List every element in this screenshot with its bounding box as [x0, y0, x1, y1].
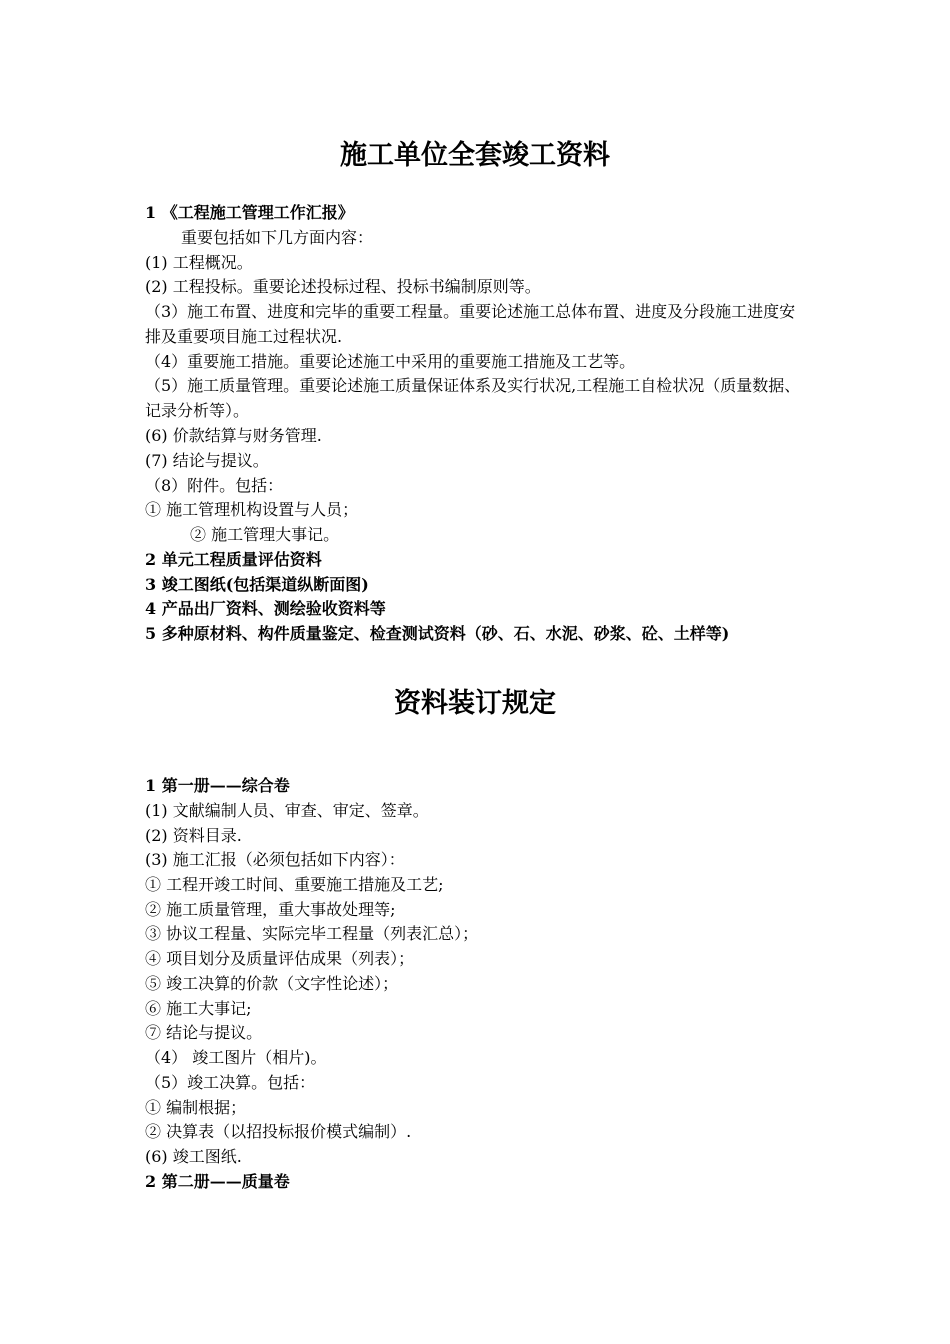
bold-item-factory-materials: 4 产品出厂资料、测绘验收资料等 — [145, 599, 386, 618]
list-item: （5）竣工决算。包括： — [145, 1073, 316, 1092]
list-item: ⑦ 结论与提议。 — [145, 1023, 263, 1042]
list-item: ③ 协议工程量、实际完毕工程量（列表汇总）； — [145, 924, 479, 943]
list-item: ⑥ 施工大事记; — [145, 999, 252, 1018]
list-item: (6) 价款结算与财务管理. — [145, 426, 322, 445]
binding-title: 资料装订规定 — [394, 688, 556, 719]
bold-item-quality-assessment: 2 单元工程质量评估资料 — [145, 550, 322, 569]
list-item: (1) 工程概况。 — [145, 253, 253, 272]
list-item: (3) 施工汇报（必须包括如下内容）： — [145, 850, 405, 869]
list-item: ① 编制根据； — [145, 1098, 247, 1117]
list-item: (7) 结论与提议。 — [145, 451, 269, 470]
list-item: ① 施工管理机构设置与人员； — [145, 500, 359, 519]
list-item: ② 施工质量管理，重大事故处理等; — [145, 900, 396, 919]
list-item: ④ 项目划分及质量评估成果（列表）； — [145, 949, 415, 968]
main-title: 施工单位全套竣工资料 — [340, 140, 610, 171]
list-item: （4）重要施工措施。重要论述施工中采用的重要施工措施及工艺等。 — [145, 352, 636, 371]
section-intro: 重要包括如下几方面内容： — [181, 228, 374, 247]
list-item: （5）施工质量管理。重要论述施工质量保证体系及实行状况,工程施工自检状况（质量数据、记录分析等）。 — [145, 376, 801, 420]
list-item: ② 施工管理大事记。 — [190, 525, 340, 544]
list-item: ① 工程开竣工时间、重要施工措施及工艺; — [145, 875, 444, 894]
list-item: ⑤ 竣工决算的价款（文字性论述）； — [145, 974, 399, 993]
list-item: (6) 竣工图纸. — [145, 1147, 242, 1166]
list-item: （8）附件。包括： — [145, 476, 284, 495]
list-item: （3）施工布置、进度和完毕的重要工程量。重要论述施工总体布置、进度及分段施工进度安排及重要项目施工过程状况. — [145, 302, 796, 346]
list-item: (2) 资料目录. — [145, 826, 242, 845]
bold-item-completion-drawings: 3 竣工图纸(包括渠道纵断面图) — [145, 575, 369, 594]
section-heading-volume-two: 2 第二册——质量卷 — [145, 1172, 290, 1191]
section-heading-work-report: 1 《工程施工管理工作汇报》 — [145, 203, 354, 222]
list-item: ② 决算表（以招投标报价模式编制）. — [145, 1122, 412, 1141]
list-item: (2) 工程投标。重要论述投标过程、投标书编制原则等。 — [145, 277, 541, 296]
list-item: (1) 文献编制人员、审查、审定、签章。 — [145, 801, 429, 820]
section-heading-volume-one: 1 第一册——综合卷 — [145, 776, 290, 795]
list-item: （4） 竣工图片（相片)。 — [145, 1048, 327, 1067]
bold-item-raw-materials: 5 多种原材料、构件质量鉴定、检查测试资料（砂、石、水泥、砂浆、砼、土样等) — [145, 624, 730, 643]
